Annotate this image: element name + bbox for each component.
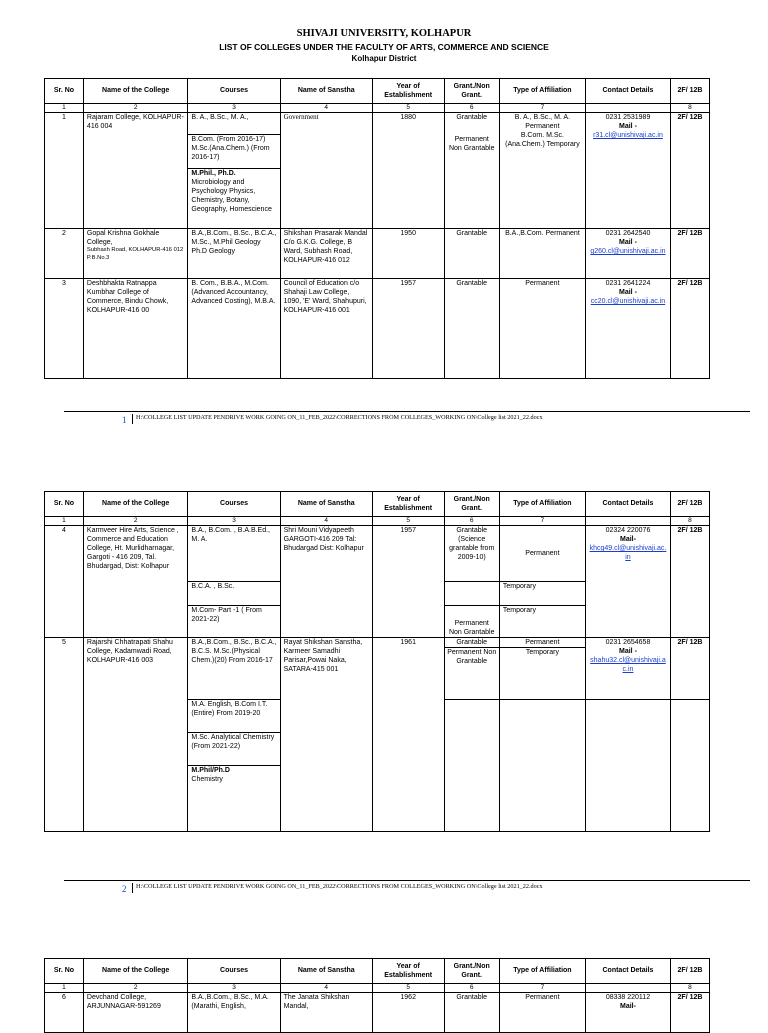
courses: M.Sc. Analytical Chemistry (From 2021-22) [188, 733, 280, 766]
college-name: Rajaram College, KOLHAPUR-416 004 [83, 113, 188, 229]
page-number: 1 [122, 415, 127, 425]
grant [444, 700, 499, 832]
col-affiliation: Type of Affiliation [499, 959, 585, 984]
contact [585, 113, 670, 229]
grant: Grantable (Science grantable from 2009-10) [444, 526, 499, 582]
col-sr-no: Sr. No [45, 959, 84, 984]
email-link[interactable]: r31.cl@unishivaji.ac.in [593, 132, 663, 140]
grant-line: Permanent Non Grantable [447, 649, 497, 666]
section: 2F/ 12B [670, 993, 709, 1033]
colleges-table-page-1 [44, 78, 710, 379]
col-number: 6 [444, 984, 499, 993]
sr-no: 3 [45, 279, 84, 379]
page-footer [64, 411, 750, 428]
col-affiliation: Type of Affiliation [499, 79, 585, 104]
col-contact: Contact Details [585, 959, 670, 984]
college-name: Devchand College, ARJUNNAGAR-591269 [83, 993, 188, 1033]
col-sr-no: Sr. No [45, 492, 84, 517]
col-courses: Courses [188, 492, 280, 517]
col-courses: Courses [188, 79, 280, 104]
affiliation: B.A.,B.Com. Permanent [499, 229, 585, 279]
col-number: 1 [45, 517, 84, 526]
col-number: 2 [83, 984, 188, 993]
col-number: 3 [188, 517, 280, 526]
sr-no: 1 [45, 113, 84, 229]
col-grant: Grant./Non Grant. [444, 492, 499, 517]
college-name: Karmveer Hire Arts, Science , Commerce and Education College, Ht. Murlidharnagar, Gargoti - 416 209, Tal. Bhudargad, Dist: Kolhapur [83, 526, 188, 638]
courses-bold: M.Phil., Ph.D. [191, 170, 236, 177]
section: 2F/ 12B [670, 113, 709, 229]
sanstha: Shri Mouni Vidyapeeth GARGOTI-416 209 Tal: Bhudargad Dist: Kolhapur [280, 526, 372, 638]
col-sanstha: Name of Sanstha [280, 79, 372, 104]
colleges-table-page-2 [44, 491, 710, 832]
college-address: Subhash Road, KOLHAPUR-416 012 P.B.No.3 [86, 247, 184, 261]
footer-divider [132, 883, 133, 893]
column-number-row [45, 104, 710, 113]
table-row [45, 113, 710, 135]
year: 1961 [372, 638, 444, 832]
col-year: Year of Establishment [372, 959, 444, 984]
table-row [45, 279, 710, 379]
contact [585, 279, 670, 379]
contact [585, 993, 670, 1033]
courses [188, 169, 280, 229]
courses: M.A. English, B.Com I.T. (Entire) From 2019-20 [188, 700, 280, 733]
page-number: 2 [122, 884, 127, 894]
affiliation [499, 638, 585, 700]
col-number: 8 [670, 104, 709, 113]
mail-label: Mail - [619, 239, 637, 247]
colleges-table-page-3 [44, 958, 710, 1033]
phone: 0231 2531989 [605, 114, 651, 121]
phone: 02324 220076 [605, 527, 651, 534]
phone: 0231 2641224 [605, 280, 651, 287]
col-sanstha: Name of Sanstha [280, 492, 372, 517]
col-college: Name of the College [83, 79, 188, 104]
col-college: Name of the College [83, 959, 188, 984]
affiliation-line: B. A., B.Sc., M. A. Permanent [514, 114, 571, 131]
courses [188, 766, 280, 832]
table-row [45, 229, 710, 279]
year: 1950 [372, 229, 444, 279]
affiliation: Permanent [499, 993, 585, 1033]
col-number: 4 [280, 104, 372, 113]
column-number-row [45, 984, 710, 993]
table-row [45, 638, 710, 700]
col-number: 1 [45, 984, 84, 993]
col-number: 1 [45, 104, 84, 113]
sanstha: The Janata Shikshan Mandal, [280, 993, 372, 1033]
university-title: SHIVAJI UNIVERSITY, KOLHAPUR [296, 28, 472, 39]
courses: M.Com- Part -1 ( From 2021-22) [188, 606, 280, 638]
grant [444, 582, 499, 606]
col-sr-no: Sr. No [45, 79, 84, 104]
year: 1962 [372, 993, 444, 1033]
grant: Grantable [444, 279, 499, 379]
courses: B.A., B.Com. , B.A.B.Ed., M. A. [188, 526, 280, 582]
col-number: 5 [372, 104, 444, 113]
college-name: Rajarshi Chhatrapati Shahu College, Kadamwadi Road, KOLHAPUR-416 003 [83, 638, 188, 832]
courses: B.A.,B.Com., B.Sc., M.A. (Marathi, English, [188, 993, 280, 1033]
grant [444, 638, 499, 700]
col-number [585, 104, 670, 113]
footer-file-path: H:\COLLEGE LIST UPDATE PENDRIVE WORK GOING ON_11_FEB_2022\CORRECTIONS FROM COLLEGES_WORKING ON\College list 2021_22.docx [136, 883, 543, 890]
col-number: 8 [670, 517, 709, 526]
col-number: 7 [499, 517, 585, 526]
mail-label: Mail - [619, 289, 637, 297]
sanstha: Rayat Shikshan Sanstha, Karmeer Samadhi Parisar,Powai Naka, SATARA-415 001 [280, 638, 372, 832]
courses: B.Com. (From 2016-17) M.Sc.(Ana.Chem.) (From 2016-17) [188, 135, 280, 169]
grant: Grantable [444, 993, 499, 1033]
courses-bold: M.Phil/Ph.D [191, 767, 230, 774]
col-section: 2F/ 12B [670, 492, 709, 517]
section: 2F/ 12B [670, 526, 709, 638]
col-number: 6 [444, 517, 499, 526]
table-row [45, 993, 710, 1033]
col-year: Year of Establishment [372, 79, 444, 104]
affiliation: Temporary [499, 582, 585, 606]
col-number: 2 [83, 517, 188, 526]
phone: 08338 220112 [605, 994, 651, 1001]
section: 2F/ 12B [670, 638, 709, 700]
col-number: 4 [280, 517, 372, 526]
col-contact: Contact Details [585, 79, 670, 104]
section [670, 700, 709, 832]
mail-label: Mail - [619, 648, 637, 656]
col-number: 5 [372, 984, 444, 993]
grant: Grantable [444, 113, 499, 135]
contact [585, 526, 670, 638]
affiliation [499, 113, 585, 229]
col-number: 5 [372, 517, 444, 526]
col-grant: Grant./Non Grant. [444, 79, 499, 104]
col-section: 2F/ 12B [670, 79, 709, 104]
col-number: 3 [188, 984, 280, 993]
table-header-row [45, 79, 710, 104]
courses: B. A., B.Sc., M. A., [188, 113, 280, 135]
col-section: 2F/ 12B [670, 959, 709, 984]
courses: B.A.,B.Com., B.Sc., B.C.A., M.Sc., M.Phil Geology Ph.D Geology [188, 229, 280, 279]
col-contact: Contact Details [585, 492, 670, 517]
col-year: Year of Establishment [372, 492, 444, 517]
sr-no: 6 [45, 993, 84, 1033]
section: 2F/ 12B [670, 229, 709, 279]
year: 1957 [372, 279, 444, 379]
affiliation [499, 700, 585, 832]
col-number [585, 517, 670, 526]
sanstha: Shikshan Prasarak Mandal C/o G.K.G. College, B Ward, Subhash Road, KOLHAPUR-416 012 [280, 229, 372, 279]
college-name [83, 229, 188, 279]
college-name: Deshbhakta Ratnappa Kumbhar College of Commerce, Bindu Chowk, KOLHAPUR-416 00 [83, 279, 188, 379]
footer-divider [132, 414, 133, 424]
email-link[interactable]: khcg49.cl@unishivaji.ac.in [589, 545, 667, 562]
affiliation: Permanent [499, 279, 585, 379]
col-number: 2 [83, 104, 188, 113]
column-number-row [45, 517, 710, 526]
list-title: LIST OF COLLEGES UNDER THE FACULTY OF ARTS, COMMERCE AND SCIENCE [219, 42, 549, 52]
phone: 0231 2654658 [605, 639, 651, 646]
affiliation: Permanent [499, 526, 585, 582]
sr-no: 5 [45, 638, 84, 832]
col-courses: Courses [188, 959, 280, 984]
courses: B.A.,B.Com., B.Sc., B.C.A., B.C.S. M.Sc.(Physical Chem.)(20) From 2016-17 [188, 638, 280, 700]
affiliation-line: Temporary [525, 649, 559, 657]
email-link[interactable]: shahu32.cl@unishivaji.ac.in [590, 657, 666, 674]
affiliation-line: B.Com. M.Sc. (Ana.Chem.) Temporary [505, 132, 580, 149]
college-name-line: Gopal Krishna Gokhale College, [86, 230, 160, 247]
courses: B. Com., B.B.A., M.Com.(Advanced Accountancy, Advanced Costing), M.B.A. [188, 279, 280, 379]
district-title: Kolhapur District [351, 54, 417, 63]
table-row [45, 526, 710, 582]
col-grant: Grant./Non Grant. [444, 959, 499, 984]
footer-file-path: H:\COLLEGE LIST UPDATE PENDRIVE WORK GOING ON_11_FEB_2022\CORRECTIONS FROM COLLEGES_WORKING ON\College list 2021_22.docx [136, 414, 543, 421]
col-college: Name of the College [83, 492, 188, 517]
courses-detail: Microbiology and Psychology Physics, Chemistry, Botany, Geography, Homescience [191, 179, 272, 214]
email-link[interactable]: cc20.cl@unishivaji.ac.in [590, 298, 666, 306]
grant: Grantable [444, 229, 499, 279]
mail-label: Mail- [619, 536, 636, 544]
sanstha: Council of Education c/o Shahaji Law College, 1090, 'E' Ward, Shahupuri, KOLHAPUR-416 001 [280, 279, 372, 379]
sanstha: Government [280, 113, 372, 229]
table-header-row [45, 492, 710, 517]
mail-label: Mail - [619, 123, 637, 131]
col-number: 6 [444, 104, 499, 113]
contact [585, 638, 670, 700]
year: 1880 [372, 113, 444, 229]
email-link[interactable]: g260.cl@unishivaji.ac.in [590, 248, 666, 256]
year: 1957 [372, 526, 444, 638]
courses-detail: Chemistry [191, 776, 223, 784]
col-sanstha: Name of Sanstha [280, 959, 372, 984]
col-number [585, 984, 670, 993]
section: 2F/ 12B [670, 279, 709, 379]
contact [585, 700, 670, 832]
affiliation-line: Permanent [500, 638, 585, 648]
col-affiliation: Type of Affiliation [499, 492, 585, 517]
affiliation: Temporary [499, 606, 585, 638]
table-header-row [45, 959, 710, 984]
col-number: 8 [670, 984, 709, 993]
phone: 0231 2642540 [605, 230, 651, 237]
sr-no: 4 [45, 526, 84, 638]
contact [585, 229, 670, 279]
grant-line: Grantable [445, 638, 499, 648]
grant: Permanent Non Grantable [444, 135, 499, 229]
col-number: 3 [188, 104, 280, 113]
page-footer [64, 880, 750, 897]
sr-no: 2 [45, 229, 84, 279]
courses: B.C.A. , B.Sc. [188, 582, 280, 606]
grant: Permanent Non Grantable [444, 606, 499, 638]
col-number: 7 [499, 984, 585, 993]
col-number: 4 [280, 984, 372, 993]
col-number: 7 [499, 104, 585, 113]
mail-label: Mail- [619, 1003, 636, 1011]
